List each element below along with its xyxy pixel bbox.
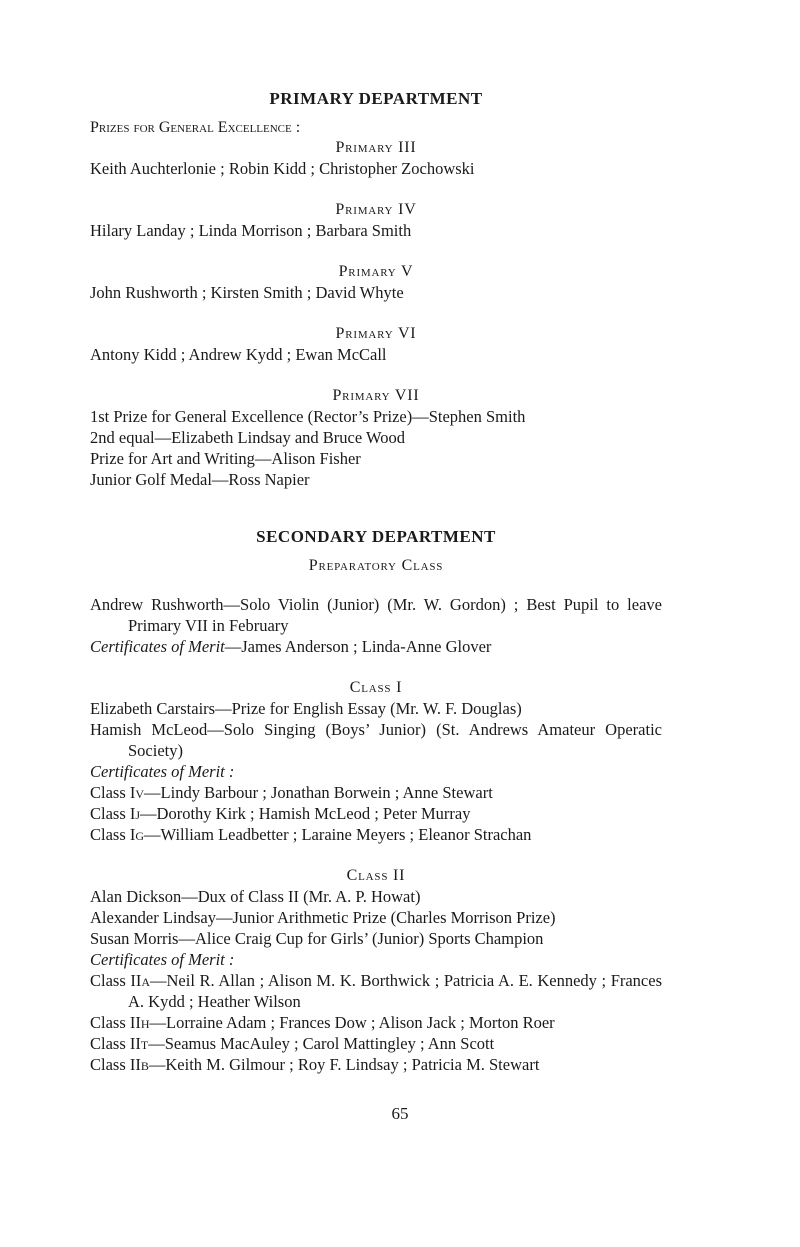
certificate-names: —James Anderson ; Linda-Anne Glover bbox=[224, 637, 492, 656]
class-i-entry: Hamish McLeod—Solo Singing (Boys’ Junior) (St. Andrews Amateur Operatic Society) bbox=[90, 720, 662, 760]
class-ii-cert-row bbox=[90, 1054, 662, 1075]
certificates-of-merit-label: Certificates of Merit : bbox=[90, 950, 235, 969]
class-section: g bbox=[135, 825, 145, 844]
certificate-names: —Neil R. Allan ; Alison M. K. Borthwick ; Patricia A. E. Kennedy ; Frances A. Kydd ; Heather Wilson bbox=[128, 971, 663, 1011]
class-ii-entry: Alan Dickson—Dux of Class II (Mr. A. P. Howat) bbox=[90, 887, 421, 906]
class-section: h bbox=[140, 1013, 150, 1032]
class-i-entry: Elizabeth Carstairs—Prize for English Essay (Mr. W. F. Douglas) bbox=[90, 699, 522, 718]
class-i-cert-row bbox=[90, 782, 662, 803]
primary-department-title: PRIMARY DEPARTMENT bbox=[269, 89, 483, 108]
prizes-general-excellence-label: Prizes for General Excellence : bbox=[90, 119, 301, 136]
class-section: v bbox=[135, 783, 145, 802]
class-name: Class II bbox=[90, 1013, 141, 1032]
certificate-names: —Lindy Barbour ; Jonathan Borwein ; Anne Stewart bbox=[144, 783, 493, 802]
class-section: j bbox=[135, 804, 141, 823]
certificate-names: —Keith M. Gilmour ; Roy F. Lindsay ; Patricia M. Stewart bbox=[148, 1055, 540, 1074]
class-name: Class II bbox=[90, 1034, 141, 1053]
primary-iii-names: Keith Auchterlonie ; Robin Kidd ; Christopher Zochowski bbox=[90, 159, 475, 178]
certificate-names: —Lorraine Adam ; Frances Dow ; Alison Jack ; Morton Roer bbox=[149, 1013, 555, 1032]
certificate-names: —Seamus MacAuley ; Carol Mattingley ; Ann Scott bbox=[148, 1034, 495, 1053]
class-i-cert-row bbox=[90, 824, 662, 845]
preparatory-certificates bbox=[90, 636, 662, 657]
class-name: Class II bbox=[90, 1055, 141, 1074]
primary-vii-line: Junior Golf Medal—Ross Napier bbox=[90, 470, 310, 489]
class-ii-entry: Alexander Lindsay—Junior Arithmetic Prize (Charles Morrison Prize) bbox=[90, 908, 556, 927]
primary-vi-heading: Primary VI bbox=[335, 325, 417, 342]
page-number: 65 bbox=[391, 1104, 409, 1123]
primary-v-names: John Rushworth ; Kirsten Smith ; David Whyte bbox=[90, 283, 404, 302]
class-name: Class I bbox=[90, 783, 136, 802]
class-section: b bbox=[140, 1055, 149, 1074]
primary-vii-line: Prize for Art and Writing—Alison Fisher bbox=[90, 449, 361, 468]
certificate-names: —William Leadbetter ; Laraine Meyers ; Eleanor Strachan bbox=[144, 825, 532, 844]
class-i-heading: Class I bbox=[349, 679, 403, 696]
class-ii-heading: Class II bbox=[346, 867, 406, 884]
primary-vii-line: 2nd equal—Elizabeth Lindsay and Bruce Wood bbox=[90, 428, 405, 447]
primary-vii-heading: Primary VII bbox=[332, 387, 420, 404]
secondary-department-title: SECONDARY DEPARTMENT bbox=[256, 527, 496, 546]
class-name: Class I bbox=[90, 804, 136, 823]
preparatory-class-heading: Preparatory Class bbox=[308, 557, 444, 574]
primary-iv-names: Hilary Landay ; Linda Morrison ; Barbara Smith bbox=[90, 221, 412, 240]
class-i-cert-row bbox=[90, 803, 662, 824]
class-name: Class I bbox=[90, 825, 136, 844]
class-ii-cert-row bbox=[90, 970, 662, 1012]
primary-v-heading: Primary V bbox=[338, 263, 414, 280]
primary-iii-heading: Primary III bbox=[335, 139, 417, 156]
primary-vi-names: Antony Kidd ; Andrew Kydd ; Ewan McCall bbox=[90, 345, 387, 364]
class-name: Class II bbox=[90, 971, 142, 990]
primary-iv-heading: Primary IV bbox=[335, 201, 417, 218]
class-ii-cert-row bbox=[90, 1012, 662, 1033]
class-ii-entry: Susan Morris—Alice Craig Cup for Girls’ (Junior) Sports Champion bbox=[90, 929, 544, 948]
class-section: t bbox=[140, 1034, 149, 1053]
class-ii-cert-row bbox=[90, 1033, 662, 1054]
class-section: a bbox=[141, 971, 151, 990]
preparatory-entry: Andrew Rushworth—Solo Violin (Junior) (Mr. W. Gordon) ; Best Pupil to leave Primary VII in February bbox=[90, 595, 662, 635]
certificates-of-merit-label: Certificates of Merit bbox=[90, 637, 225, 656]
primary-vii-line: 1st Prize for General Excellence (Rector’s Prize)—Stephen Smith bbox=[90, 407, 526, 426]
page-content bbox=[90, 88, 662, 1075]
certificate-names: —Dorothy Kirk ; Hamish McLeod ; Peter Murray bbox=[140, 804, 471, 823]
certificates-of-merit-label: Certificates of Merit : bbox=[90, 762, 235, 781]
